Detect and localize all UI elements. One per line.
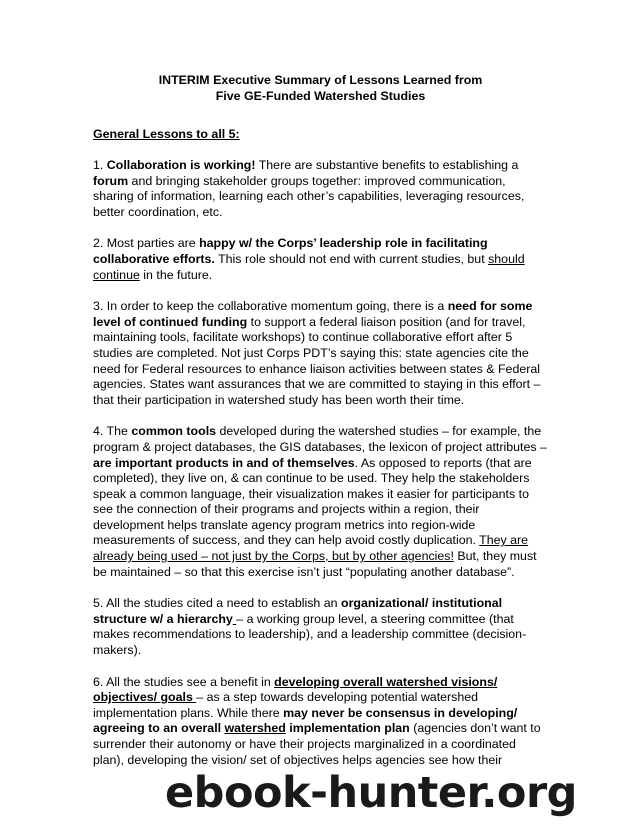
body-text: – a working group level, a steering committee (that makes recommendations to leadership), and a leadership committee (decision-makers). <box>93 611 527 658</box>
title-line-1: INTERIM Executive Summary of Lessons Learned from <box>158 73 483 87</box>
lesson-paragraph <box>93 158 548 220</box>
emphasis-text: implementation plan <box>285 721 410 736</box>
body-text: Most parties are <box>103 236 200 251</box>
lesson-paragraph <box>93 299 548 408</box>
lesson-number: 4. <box>93 424 104 439</box>
emphasis-text: developing overall watershed visions/ objectives/ goals <box>93 674 498 705</box>
lesson-number: 1. <box>93 158 104 172</box>
lesson-paragraph <box>93 675 548 769</box>
emphasis-text: need for some level of continued funding <box>93 299 533 329</box>
body-text: All the studies cited a need to establish an <box>103 596 341 611</box>
lesson-paragraph <box>93 596 548 658</box>
document-title <box>93 72 548 104</box>
emphasis-text: may never be consensus in developing/ agreeing to an overall <box>93 705 518 736</box>
body-text: All the studies see a benefit in <box>103 674 275 689</box>
lesson-number: 5. <box>93 596 104 611</box>
body-text: and bringing stakeholder groups together: improved communication, sharing of information, learning each other’s capabilities, leveraging resources, better coordination, etc. <box>93 173 525 219</box>
body-text: In order to keep the collaborative momentum going, there is a <box>103 299 448 314</box>
title-line-2: Five GE-Funded Watershed Studies <box>215 89 426 103</box>
body-text: The <box>103 424 132 439</box>
emphasis-text: watershed <box>224 721 286 736</box>
lesson-number: 3. <box>93 299 104 314</box>
body-text: They are already being used – not just by the Corps, but by other agencies! <box>93 533 529 564</box>
body-text: in the future. <box>139 267 213 282</box>
emphasis-text: common tools <box>131 424 217 439</box>
body-text: But, they must be maintained – so that this exercise isn’t just “populating another database”. <box>93 549 537 579</box>
body-text: – as a step towards developing potential watershed implementation plans. While there <box>93 690 479 720</box>
lesson-number: 2. <box>93 236 104 251</box>
watermark: ebook-hunter.org <box>165 768 577 818</box>
section-heading: General Lessons to all 5: <box>93 127 240 141</box>
emphasis-text: Collaboration is working! <box>106 158 256 172</box>
lesson-paragraph <box>93 236 548 283</box>
body-text: should continue <box>93 251 525 282</box>
emphasis-text: organizational/ institutional structure w/ a hierarchy <box>93 596 503 626</box>
body-text: (agencies don’t want to surrender their autonomy or have their projects marginalized in a coordinated plan), developing the vision/ set of objectives helps agencies see how their <box>93 721 541 767</box>
body-text: This role should not end with current studies, but <box>214 251 489 266</box>
emphasis-text: are important products in and of themselves <box>93 455 355 470</box>
lesson-number: 6. <box>93 674 104 689</box>
lesson-paragraph <box>93 424 548 580</box>
lessons-list <box>93 158 548 768</box>
document-page <box>93 72 548 768</box>
body-text: developed during the watershed studies – for example, the program & project databases, the GIS databases, the lexicon of project attributes – <box>93 424 547 454</box>
body-text: . As opposed to reports (that are completed), they live on, & can continue to be used. They help the stakeholders speak a common language, their visualization makes it easier for participants to see the connection of their programs and projects within a region, their development helps translate agency program metrics into region-wide measurements of success, and they can help avoid costly duplication. <box>93 455 532 548</box>
emphasis-text: forum <box>93 173 129 188</box>
body-text: to support a federal liaison position (and for travel, maintaining tools, facilitate workshops) to continue collaborative effort after 5 studies are completed. Not just Corps PDT’s saying this: state agencies cite the need for Federal resources to enhance liaison activities between states & Federal agencies. States want assurances that we are committed to staying in this effort – that their participation in watershed study has been worth their time. <box>93 314 541 407</box>
body-text: There are substantive benefits to establishing a <box>255 158 519 172</box>
emphasis-text: happy w/ the Corps’ leadership role in facilitating collaborative efforts. <box>93 236 488 266</box>
